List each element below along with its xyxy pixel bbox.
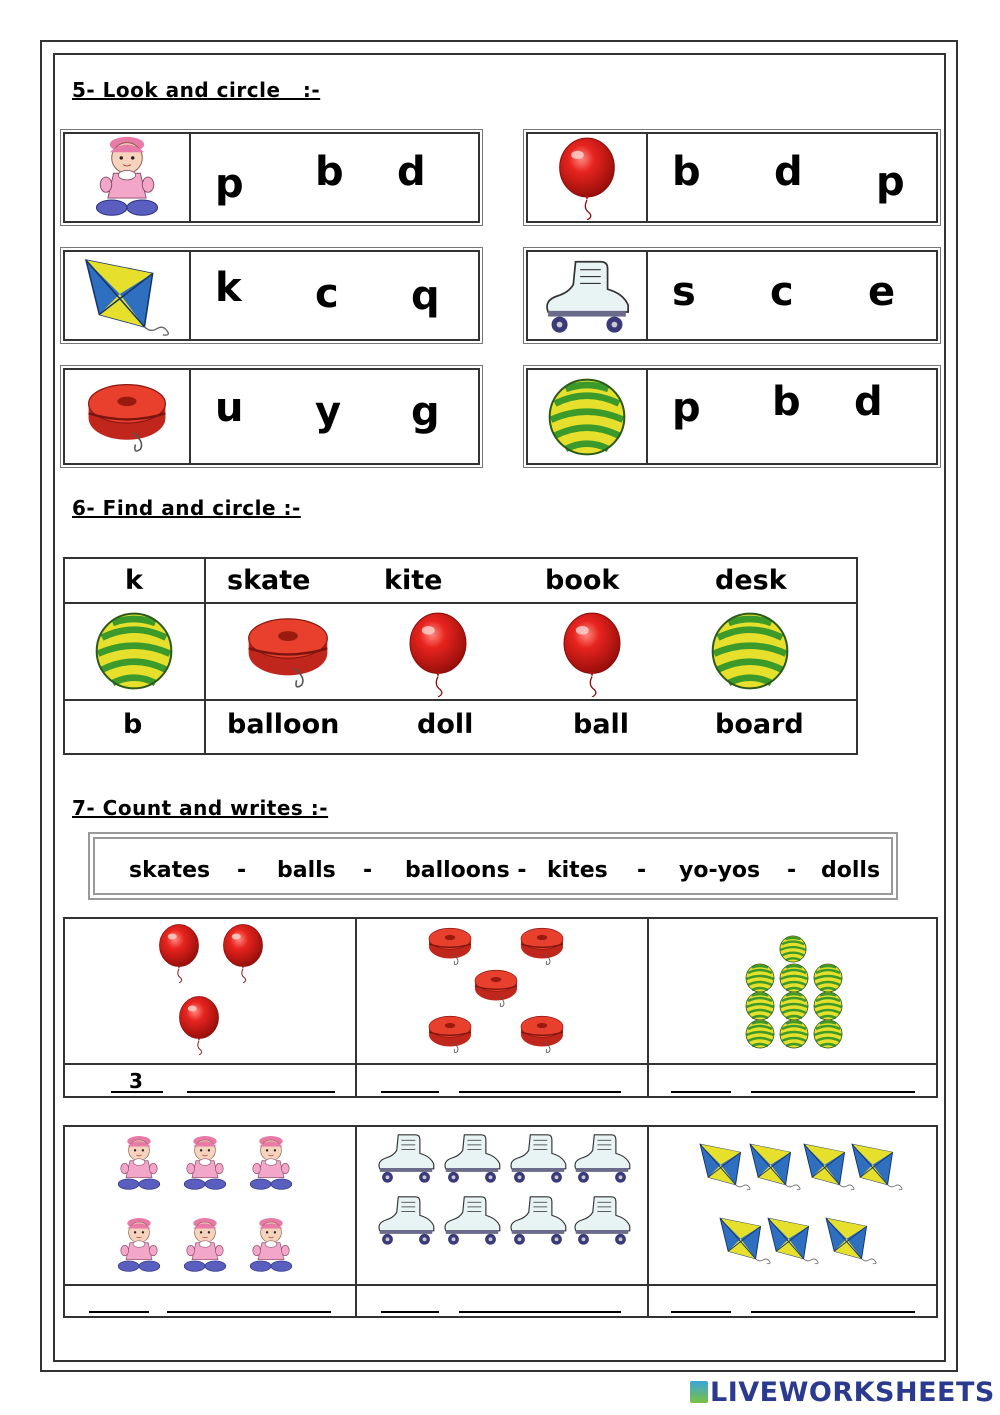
count-grid-top	[63, 917, 938, 1098]
ball-icon	[745, 1019, 775, 1049]
look-circle-item	[63, 132, 480, 223]
doll-icon	[113, 1133, 165, 1195]
answer-count-line[interactable]	[89, 1311, 149, 1313]
skate-icon	[571, 1131, 633, 1185]
balloon-icon	[528, 134, 648, 221]
section-7-heading: 7- Count and writes :-	[72, 796, 329, 820]
ball-icon	[779, 963, 809, 993]
kite-icon	[849, 1141, 905, 1191]
look-circle-item	[63, 250, 480, 341]
yoyo-icon	[519, 1011, 565, 1057]
column-divider	[647, 1127, 649, 1316]
balloon-icon	[175, 995, 223, 1055]
ball-icon	[745, 991, 775, 1021]
brand-logo	[690, 1377, 995, 1408]
skate-icon	[528, 252, 648, 339]
yoyo-icon	[427, 923, 473, 969]
ball-icon	[705, 611, 795, 691]
letter-option[interactable]: d	[774, 149, 803, 195]
doll-icon	[245, 1133, 297, 1195]
kite-icon	[765, 1215, 821, 1265]
answer-count-line[interactable]	[671, 1091, 731, 1093]
letter-option[interactable]: d	[854, 379, 883, 425]
word-bank-separator: -	[637, 858, 647, 883]
letter-option[interactable]: q	[411, 273, 440, 319]
look-circle-item	[526, 132, 938, 223]
skate-icon	[441, 1193, 503, 1247]
answer-word-line[interactable]	[459, 1311, 621, 1313]
word-bank-separator: -	[363, 858, 373, 883]
letter-option[interactable]: c	[315, 271, 339, 317]
word-option[interactable]: ball	[573, 709, 630, 740]
doll-icon	[65, 134, 191, 221]
letter-option[interactable]: d	[397, 149, 426, 195]
balloon-icon	[219, 923, 267, 983]
balloon-icon	[155, 923, 203, 983]
kite-icon	[747, 1141, 803, 1191]
yoyo-icon	[245, 609, 331, 695]
letter-option[interactable]: g	[411, 389, 440, 435]
doll-icon	[179, 1215, 231, 1277]
word-bank-item: yo-yos	[679, 858, 761, 883]
word-bank-item: balls	[277, 858, 336, 883]
word-bank-item: dolls	[821, 858, 881, 883]
word-option[interactable]: skate	[227, 565, 311, 596]
look-circle-item	[526, 368, 938, 465]
letter-option[interactable]: y	[315, 389, 342, 435]
word-option[interactable]: board	[715, 709, 804, 740]
letter-option[interactable]: s	[672, 269, 696, 315]
word-bank-item: balloons -	[405, 858, 527, 883]
find-circle-table	[63, 557, 858, 755]
word-bank-item: skates	[129, 858, 211, 883]
letter-option[interactable]: p	[876, 159, 905, 205]
skate-icon	[375, 1131, 437, 1185]
ball-icon	[779, 935, 807, 963]
count-grid-bottom	[63, 1125, 938, 1318]
letter-option[interactable]: p	[672, 385, 701, 431]
brand-logo-icon	[690, 1381, 708, 1403]
letter-option[interactable]: u	[215, 385, 244, 431]
word-option[interactable]: balloon	[227, 709, 340, 740]
look-circle-item	[526, 250, 938, 341]
answer-word-line[interactable]	[751, 1091, 915, 1093]
column-divider	[647, 919, 649, 1096]
find-letter: k	[125, 565, 143, 596]
letter-option[interactable]: c	[770, 269, 794, 315]
letter-option[interactable]: e	[868, 269, 896, 315]
section-5-heading: 5- Look and circle :-	[72, 78, 321, 102]
column-divider	[355, 919, 357, 1096]
answer-word-line[interactable]	[751, 1311, 915, 1313]
ball-icon	[813, 991, 843, 1021]
ball-icon	[745, 963, 775, 993]
column-divider	[355, 1127, 357, 1316]
word-bank-separator: -	[787, 858, 797, 883]
column-divider	[204, 559, 206, 753]
word-bank-separator: -	[237, 858, 247, 883]
ball-icon	[813, 963, 843, 993]
answer-word-line[interactable]	[167, 1311, 331, 1313]
ball-icon	[813, 1019, 843, 1049]
ball-icon	[779, 1019, 809, 1049]
answer-word-line[interactable]	[459, 1091, 621, 1093]
row-divider	[65, 1063, 936, 1065]
brand-text: LIVEWORKSHEETS	[710, 1377, 995, 1408]
answer-count-line[interactable]	[381, 1311, 439, 1313]
answer-count-line[interactable]	[381, 1091, 439, 1093]
skate-icon	[571, 1193, 633, 1247]
kite-icon	[697, 1141, 753, 1191]
doll-icon	[245, 1215, 297, 1277]
yoyo-icon	[519, 923, 565, 969]
answer-count[interactable]: 3	[129, 1069, 143, 1093]
word-option[interactable]: book	[545, 565, 620, 596]
doll-icon	[113, 1215, 165, 1277]
word-bank-item: kites	[547, 858, 608, 883]
row-divider	[65, 602, 856, 604]
skate-icon	[375, 1193, 437, 1247]
skate-icon	[507, 1193, 569, 1247]
letter-option[interactable]: p	[215, 161, 244, 207]
answer-count-line[interactable]	[671, 1311, 731, 1313]
letter-option[interactable]: b	[672, 149, 701, 195]
word-option[interactable]: doll	[417, 709, 474, 740]
word-option[interactable]: kite	[384, 565, 443, 596]
yoyo-icon	[65, 370, 191, 463]
skate-icon	[441, 1131, 503, 1185]
answer-word-line[interactable]	[187, 1091, 335, 1093]
kite-icon	[65, 252, 191, 339]
skate-icon	[507, 1131, 569, 1185]
word-option[interactable]: desk	[715, 565, 787, 596]
ball-icon	[89, 611, 179, 691]
yoyo-icon	[427, 1011, 473, 1057]
letter-option[interactable]: b	[315, 149, 344, 195]
ball-icon	[779, 991, 809, 1021]
balloon-icon	[549, 611, 635, 697]
doll-icon	[179, 1133, 231, 1195]
balloon-icon	[395, 611, 481, 697]
section-6-heading: 6- Find and circle :-	[72, 496, 301, 520]
row-divider	[65, 1284, 936, 1286]
row-divider	[65, 699, 856, 701]
ball-icon	[528, 370, 648, 463]
find-letter: b	[123, 709, 143, 740]
letter-option[interactable]: k	[215, 265, 242, 311]
letter-option[interactable]: b	[772, 379, 801, 425]
yoyo-icon	[473, 965, 519, 1011]
word-bank	[88, 832, 898, 900]
kite-icon	[823, 1215, 879, 1265]
look-circle-item	[63, 368, 480, 465]
